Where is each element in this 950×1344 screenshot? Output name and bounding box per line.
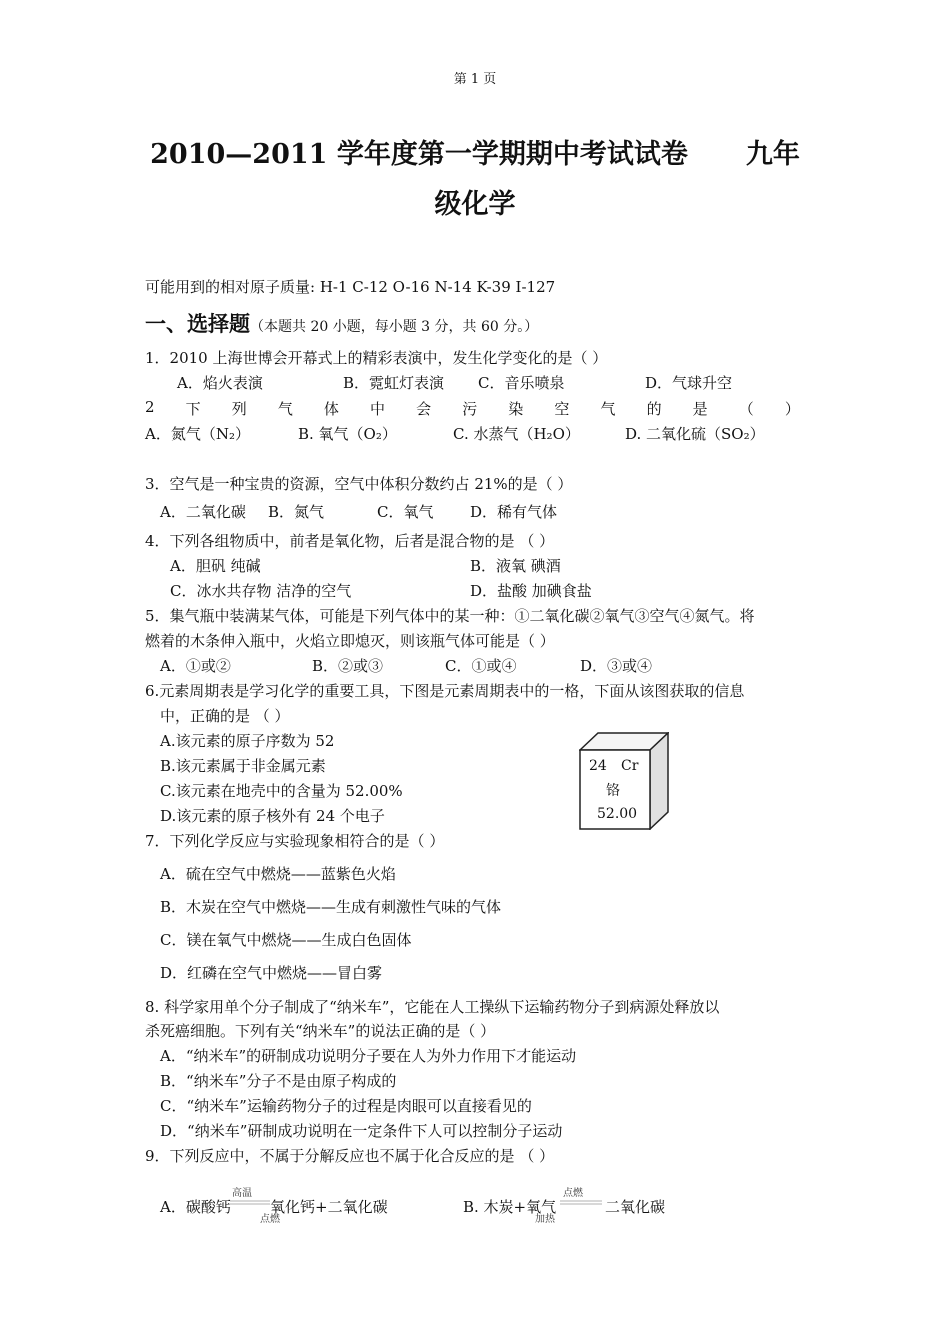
q7-option-b: B．木炭在空气中燃烧——生成有刺激性气味的气体 xyxy=(160,898,502,916)
q9-option-a-product: 氧化钙+二氧化碳 xyxy=(270,1198,388,1216)
q7-option-a: A．硫在空气中燃烧——蓝紫色火焰 xyxy=(160,865,396,883)
q9-b-reaction-arrow xyxy=(560,1199,602,1207)
page-header: 第 1 页 xyxy=(453,72,497,87)
q8-option-b: B．“纳米车”分子不是由原子构成的 xyxy=(160,1072,397,1090)
q8-stem-line2: 杀死癌细胞。下列有关“纳米车”的说法正确的是（ ） xyxy=(145,1022,496,1040)
q9-b-condition-bottom: 加热 xyxy=(535,1214,555,1225)
q1-option-d: D．气球升空 xyxy=(645,374,733,392)
exam-title-grade: 九年 xyxy=(745,139,800,170)
q3-option-c: C．氧气 xyxy=(377,503,434,521)
q7-stem: 7．下列化学反应与实验现象相符合的是（ ） xyxy=(145,832,445,850)
q2-char: 会 xyxy=(416,400,432,418)
q2-char: 污 xyxy=(462,400,478,418)
q4-option-d: D．盐酸 加碘食盐 xyxy=(470,582,592,600)
q2-char: 下 xyxy=(185,400,201,418)
cell-atomic-number: 24 xyxy=(589,758,607,774)
q2-stem xyxy=(145,398,800,419)
q6-option-d: D.该元素的原子核外有 24 个电子 xyxy=(160,807,385,825)
q2-char: 体 xyxy=(323,400,339,418)
q6-option-a: A.该元素的原子序数为 52 xyxy=(160,732,335,750)
q9-option-b-reactant: B. 木炭+氧气 xyxy=(463,1198,557,1216)
q5-stem-line1: 5．集气瓶中装满某气体，可能是下列气体中的某一种：①二氧化碳②氧气③空气④氮气。将 xyxy=(145,607,755,625)
q5-stem-line2: 燃着的木条伸入瓶中，火焰立即熄灭，则该瓶气体可能是（ ） xyxy=(145,632,555,650)
q2-char: 染 xyxy=(508,400,524,418)
q2-char: （ xyxy=(738,400,754,418)
q9-option-a-reactant: A．碳酸钙 xyxy=(160,1198,231,1216)
q1-option-a: A．焰火表演 xyxy=(177,374,263,392)
section-note: （本题共 20 小题，每小题 3 分，共 60 分。） xyxy=(250,319,539,335)
q3-option-d: D．稀有气体 xyxy=(470,503,558,521)
q7-option-c: C．镁在氧气中燃烧——生成白色固体 xyxy=(160,931,412,949)
q8-option-d: D．“纳米车”研制成功说明在一定条件下人可以控制分子运动 xyxy=(160,1122,563,1140)
q2-option-d: D. 二氧化硫（SO₂） xyxy=(625,425,765,443)
q3-option-a: A．二氧化碳 xyxy=(160,503,246,521)
q3-stem: 3．空气是一种宝贵的资源，空气中体积分数约占 21%的是（ ） xyxy=(145,475,573,493)
q1-option-c: C．音乐喷泉 xyxy=(478,374,565,392)
q2-char: 列 xyxy=(231,400,247,418)
q2-char: 是 xyxy=(692,400,708,418)
q9-b-condition-top: 点燃 xyxy=(563,1188,583,1199)
q4-option-b: B．液氧 碘酒 xyxy=(470,557,561,575)
q2-option-a: A．氮气（N₂） xyxy=(145,425,250,443)
q6-option-c: C.该元素在地壳中的含量为 52.00% xyxy=(160,782,403,800)
q7-option-d: D．红磷在空气中燃烧——冒白雾 xyxy=(160,964,383,982)
q2-char: 空 xyxy=(554,400,570,418)
exam-title-line2: 级化学 xyxy=(434,189,516,220)
cell-element-name: 铬 xyxy=(606,783,620,799)
q2-char: ） xyxy=(784,400,800,418)
q2-char: 气 xyxy=(277,400,293,418)
q5-option-d: D．③或④ xyxy=(580,657,653,675)
q9-a-reaction-arrow xyxy=(230,1199,270,1207)
exam-title-line1 xyxy=(0,132,950,171)
q2-char: 中 xyxy=(370,400,386,418)
cell-symbol: Cr xyxy=(621,758,639,774)
q4-option-a: A．胆矾 纯碱 xyxy=(170,557,261,575)
q8-option-c: C．“纳米车”运输药物分子的过程是肉眼可以直接看见的 xyxy=(160,1097,532,1115)
q6-stem-line1: 6.元素周期表是学习化学的重要工具，下图是元素周期表中的一格，下面从该图获取的信息 xyxy=(145,682,745,700)
q6-option-b: B.该元素属于非金属元素 xyxy=(160,757,326,775)
q1-stem: 1．2010 上海世博会开幕式上的精彩表演中，发生化学变化的是（ ） xyxy=(145,349,608,367)
q9-stem: 9．下列反应中，不属于分解反应也不属于化合反应的是 （ ） xyxy=(145,1147,555,1165)
q5-option-a: A．①或② xyxy=(160,657,231,675)
periodic-table-cell xyxy=(579,732,669,830)
q2-char: 的 xyxy=(646,400,662,418)
q2-option-c: C. 水蒸气（H₂O） xyxy=(453,425,580,443)
section-title: 一、选择题 xyxy=(145,311,250,336)
cell-atomic-mass: 52.00 xyxy=(597,806,638,822)
q3-option-b: B．氮气 xyxy=(268,503,325,521)
q9-option-b-product: 二氧化碳 xyxy=(605,1198,666,1216)
q5-option-b: B．②或③ xyxy=(312,657,384,675)
q2-char: 2 xyxy=(145,398,155,416)
q2-option-b: B. 氧气（O₂） xyxy=(298,425,397,443)
q6-stem-line2: 中，正确的是 （ ） xyxy=(160,707,290,725)
q9-a-condition-top: 高温 xyxy=(232,1188,252,1199)
q1-option-b: B．霓虹灯表演 xyxy=(343,374,445,392)
atomic-mass-note: 可能用到的相对原子质量: H-1 C-12 O-16 N-14 K-39 I-127 xyxy=(145,278,556,296)
exam-title-main: 2010—2011 学年度第一学期期中考试试卷 xyxy=(150,139,688,170)
q2-char: 气 xyxy=(600,400,616,418)
section-heading xyxy=(145,308,538,338)
q4-option-c: C．冰水共存物 洁净的空气 xyxy=(170,582,352,600)
q5-option-c: C．①或④ xyxy=(445,657,517,675)
q4-stem: 4．下列各组物质中，前者是氧化物，后者是混合物的是 （ ） xyxy=(145,532,555,550)
q9-a-condition-bottom: 点燃 xyxy=(260,1214,280,1225)
q8-option-a: A．“纳米车”的研制成功说明分子要在人为外力作用下才能运动 xyxy=(160,1047,577,1065)
q8-stem-line1: 8. 科学家用单个分子制成了“纳米车”，它能在人工操纵下运输药物分子到病源处释放以 xyxy=(145,998,720,1016)
